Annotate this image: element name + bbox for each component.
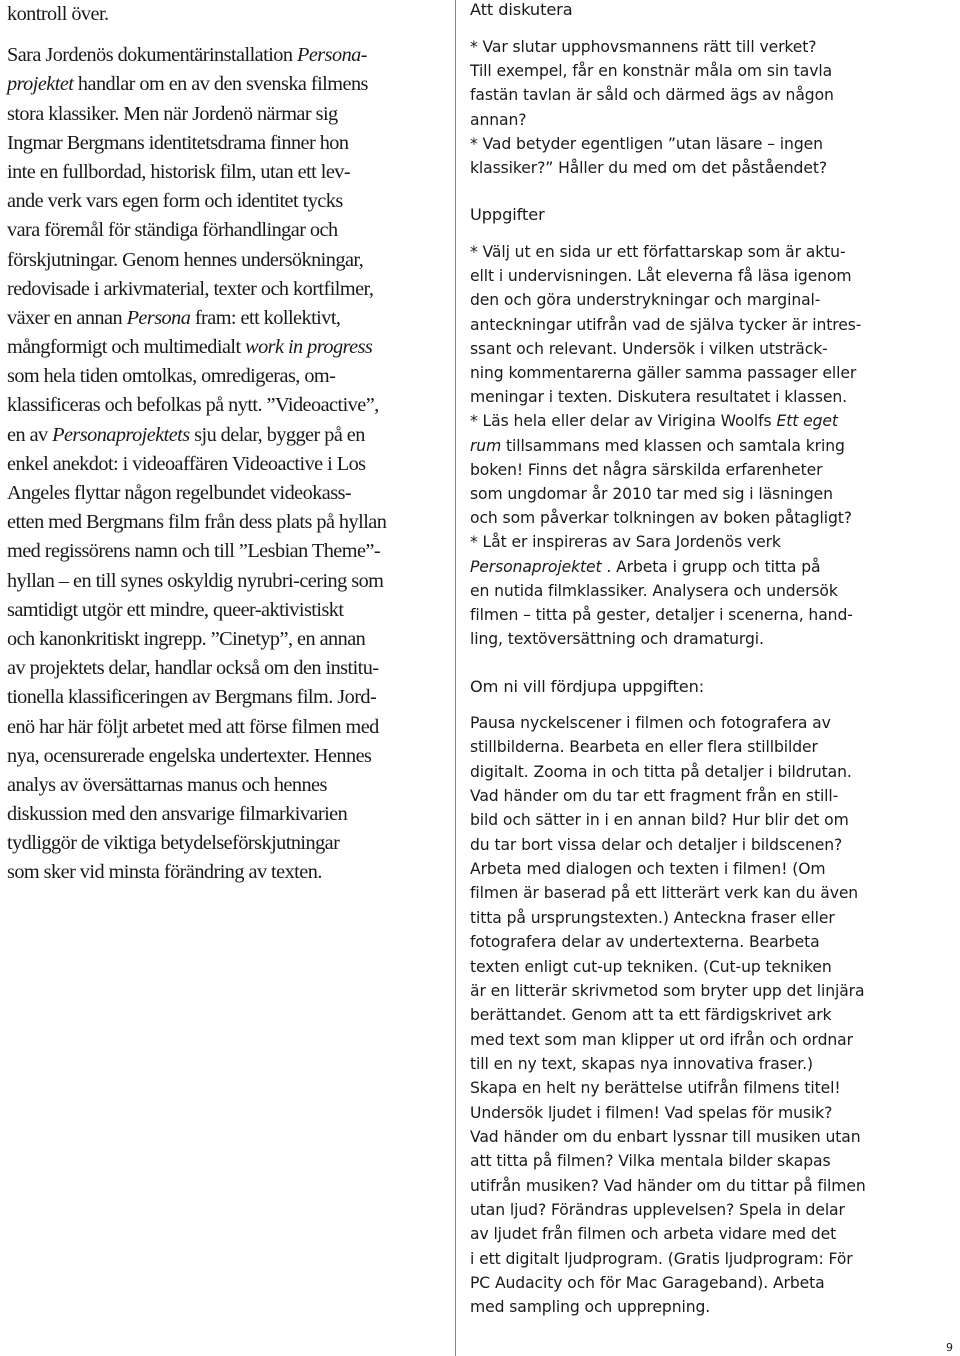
fordjupa-line: titta på ursprungstexten.) Anteckna fraser eller — [470, 908, 835, 927]
fordjupa-line: är en litterär skrivmetod som bryter upp det linjära — [470, 981, 865, 1000]
uppgifter-line: boken! Finns det några särskilda erfarenheter — [470, 460, 823, 479]
uppgifter-line: ning kommentarerna gäller samma passager eller — [470, 364, 857, 382]
fordjupa-line: du tar bort vissa delar och detaljer i bildscenen? — [470, 835, 843, 854]
uppgifter-line: meningar i texten. Diskutera resultatet i klassen. — [470, 388, 848, 407]
paragraph-2-line: mångformigt och multimedialt work in progress — [7, 336, 373, 359]
fordjupa-line: stillbilderna. Bearbeta en eller flera stillbilder — [470, 738, 818, 757]
fordjupa-line: utan ljud? Förändras upplevelsen? Spela in delar — [470, 1201, 845, 1219]
paragraph-2-line: Ingmar Bergmans identitetsdrama finner hon — [7, 131, 349, 154]
italic-title: rum — [470, 436, 502, 455]
paragraph-2-line: Sara Jordenös dokumentärinstallation Persona- — [7, 44, 367, 67]
fordjupa-line: av ljudet från filmen och arbeta vidare med det — [470, 1225, 837, 1244]
att-diskutera-line: annan? — [470, 110, 527, 129]
fordjupa-line: i ett digitalt ljudprogram. (Gratis ljudprogram: För — [470, 1249, 853, 1268]
fordjupa-line: filmen är baserad på ett litterärt verk kan du även — [470, 884, 859, 903]
fordjupa-line: berättandet. Genom att ta ett färdigskrivet ark — [470, 1006, 832, 1025]
fordjupa-line: till en ny text, skapas nya innovativa fraser.) — [470, 1054, 813, 1073]
fordjupa-line: med text som man klipper ut ord ifrån och ordnar — [470, 1030, 853, 1049]
left-column-body-text — [7, 0, 447, 888]
paragraph-2-line: ande verk vars egen form och identitet tycks — [7, 190, 343, 213]
fordjupa-line: digitalt. Zooma in och titta på detaljer i bildrutan. — [470, 762, 852, 781]
paragraph-2-line: enkel anekdot: i videoaffären Videoactive i Los — [7, 452, 366, 475]
paragraph-2-line: vara föremål för ständiga förhandlingar och — [7, 219, 338, 242]
att-diskutera-line: klassiker?” Håller du med om det påståendet? — [470, 159, 828, 177]
paragraph-2-line: en av Personaprojektets sju delar, bygger på en — [7, 423, 365, 446]
paragraph-2-line: tydliggör de viktiga betydelseförskjutningar — [7, 832, 340, 855]
uppgifter-line: en nutida filmklassiker. Analysera och undersök — [470, 581, 838, 600]
paragraph-2-line: diskussion med den ansvarige filmarkivarien — [7, 803, 348, 826]
fordjupa-heading: Om ni vill fördjupa uppgiften: — [470, 677, 705, 696]
fordjupa-line: Pausa nyckelscener i filmen och fotografera av — [470, 714, 831, 732]
paragraph-2-line: projektet handlar om en av den svenska filmens — [7, 73, 368, 96]
uppgifter-line: ling, textöversättning och dramaturgi. — [470, 630, 764, 649]
uppgifter-line: ellt i undervisningen. Låt eleverna få läsa igenom — [470, 267, 852, 286]
italic-title: work in progress — [245, 336, 373, 359]
fordjupa-line: PC Audacity och för Mac Garageband). Arbeta — [470, 1274, 825, 1293]
paragraph-2-line: etten med Bergmans film från dess plats på hyllan — [7, 511, 387, 534]
att-diskutera-heading: Att diskutera — [470, 0, 573, 19]
paragraph-2-line: som hela tiden omtolkas, omredigeras, om- — [7, 365, 336, 388]
paragraph-2-line: med regissörens namn och till ”Lesbian Theme”- — [7, 540, 381, 563]
uppgifter-line: * Läs hela eller delar av Virigina Woolfs Ett eget — [470, 412, 838, 431]
fordjupa-line: Skapa en helt ny berättelse utifrån filmens titel! — [470, 1079, 841, 1098]
fordjupa-line: att titta på filmen? Vilka mentala bilder skapas — [470, 1152, 831, 1171]
paragraph-2-line: hyllan – en till synes oskyldig nyrubri-cering som — [7, 569, 384, 592]
paragraph-2-line: Angeles flyttar någon regelbundet videokass- — [7, 482, 352, 504]
paragraph-gap — [7, 29, 447, 41]
paragraph-2-line: redovisade i arkivmaterial, texter och kortfilmer, — [7, 277, 374, 300]
italic-title: Ett eget — [776, 412, 838, 431]
fordjupa-line: texten enligt cut-up tekniken. (Cut-up tekniken — [470, 957, 832, 976]
att-diskutera-line: * Vad betyder egentligen ”utan läsare – ingen — [470, 134, 823, 153]
italic-title: Persona — [126, 306, 191, 329]
paragraph-2-line: som sker vid minsta förändring av texten. — [7, 861, 322, 884]
italic-title: Personaprojektet — [470, 557, 602, 576]
paragraph-2-line: klassificeras och befolkas på nytt. ”Videoactive”, — [7, 394, 379, 417]
uppgifter-line: * Välj ut en sida ur ett författarskap som är aktu- — [470, 243, 846, 261]
fordjupa-line: fotografera delar av undertexterna. Bearbeta — [470, 933, 820, 952]
paragraph-2-line: av projektets delar, handlar också om den institu- — [7, 657, 379, 680]
paragraph-2-line: enö har här följt arbetet med att förse filmen med — [7, 715, 379, 738]
column-divider — [455, 0, 456, 1356]
att-diskutera-line: Till exempel, får en konstnär måla om sin tavla — [470, 62, 833, 81]
uppgifter-line: filmen – titta på gester, detaljer i scenerna, hand- — [470, 606, 853, 624]
att-diskutera-line: fastän tavlan är såld och därmed ägs av någon — [470, 86, 834, 105]
fordjupa-line: Vad händer om du enbart lyssnar till musiken utan — [470, 1127, 861, 1146]
paragraph-2-line: förskjutningar. Genom hennes undersökningar, — [7, 248, 364, 271]
fordjupa-line: bild och sätter in i en annan bild? Hur blir det om — [470, 811, 849, 830]
paragraph-2-line: samtidigt utgör ett mindre, queer-aktivistiskt — [7, 598, 344, 621]
uppgifter-line: ssant och relevant. Undersök i vilken utsträck- — [470, 339, 828, 358]
paragraph-1-line: kontroll över. — [7, 3, 109, 25]
italic-title: Personaprojektets — [52, 423, 190, 446]
paragraph-2 — [7, 41, 447, 887]
paragraph-2-line: och kanonkritiskt ingrepp. ”Cinetyp”, en annan — [7, 627, 366, 650]
fordjupa-line: Undersök ljudet i filmen! Vad spelas för musik? — [470, 1103, 833, 1122]
paragraph-2-line: tionella klassificeringen av Bergmans film. Jord- — [7, 686, 377, 709]
uppgifter-heading: Uppgifter — [470, 205, 545, 224]
uppgifter-line: anteckningar utifrån vad de själva tycker är intres- — [470, 315, 862, 334]
att-diskutera-line: * Var slutar upphovsmannens rätt till verket? — [470, 38, 817, 56]
uppgifter-line: och som påverkar tolkningen av boken påtagligt? — [470, 509, 852, 528]
uppgifter-line: * Låt er inspireras av Sara Jordenös verk — [470, 533, 781, 552]
fordjupa-line: Vad händer om du tar ett fragment från en still- — [470, 787, 839, 806]
uppgifter-line: Personaprojektet . Arbeta i grupp och titta på — [470, 557, 821, 576]
uppgifter-line: som ungdomar år 2010 tar med sig i läsningen — [470, 485, 833, 503]
italic-title: Persona- — [297, 44, 367, 67]
paragraph-2-line: stora klassiker. Men när Jordenö närmar sig — [7, 102, 338, 125]
fordjupa-line: Arbeta med dialogen och texten i filmen! (Om — [470, 860, 826, 879]
paragraph-2-line: inte en fullbordad, historisk film, utan ett lev- — [7, 160, 351, 183]
fordjupa-line: utifrån musiken? Vad händer om du tittar på filmen — [470, 1176, 866, 1195]
uppgifter-line: rum tillsammans med klassen och samtala kring — [470, 436, 845, 455]
page-number: 9 — [946, 1341, 953, 1354]
paragraph-2-line: nya, ocensurerade engelska undertexter. Hennes — [7, 744, 372, 767]
paragraph-2-line: analys av översättarnas manus och hennes — [7, 773, 327, 796]
fordjupa-line: med sampling och upprepning. — [470, 1298, 711, 1317]
uppgifter-line: den och göra understrykningar och marginal- — [470, 291, 821, 310]
paragraph-2-line: växer en annan Persona fram: ett kollektivt, — [7, 306, 341, 329]
italic-title: projektet — [7, 73, 74, 96]
